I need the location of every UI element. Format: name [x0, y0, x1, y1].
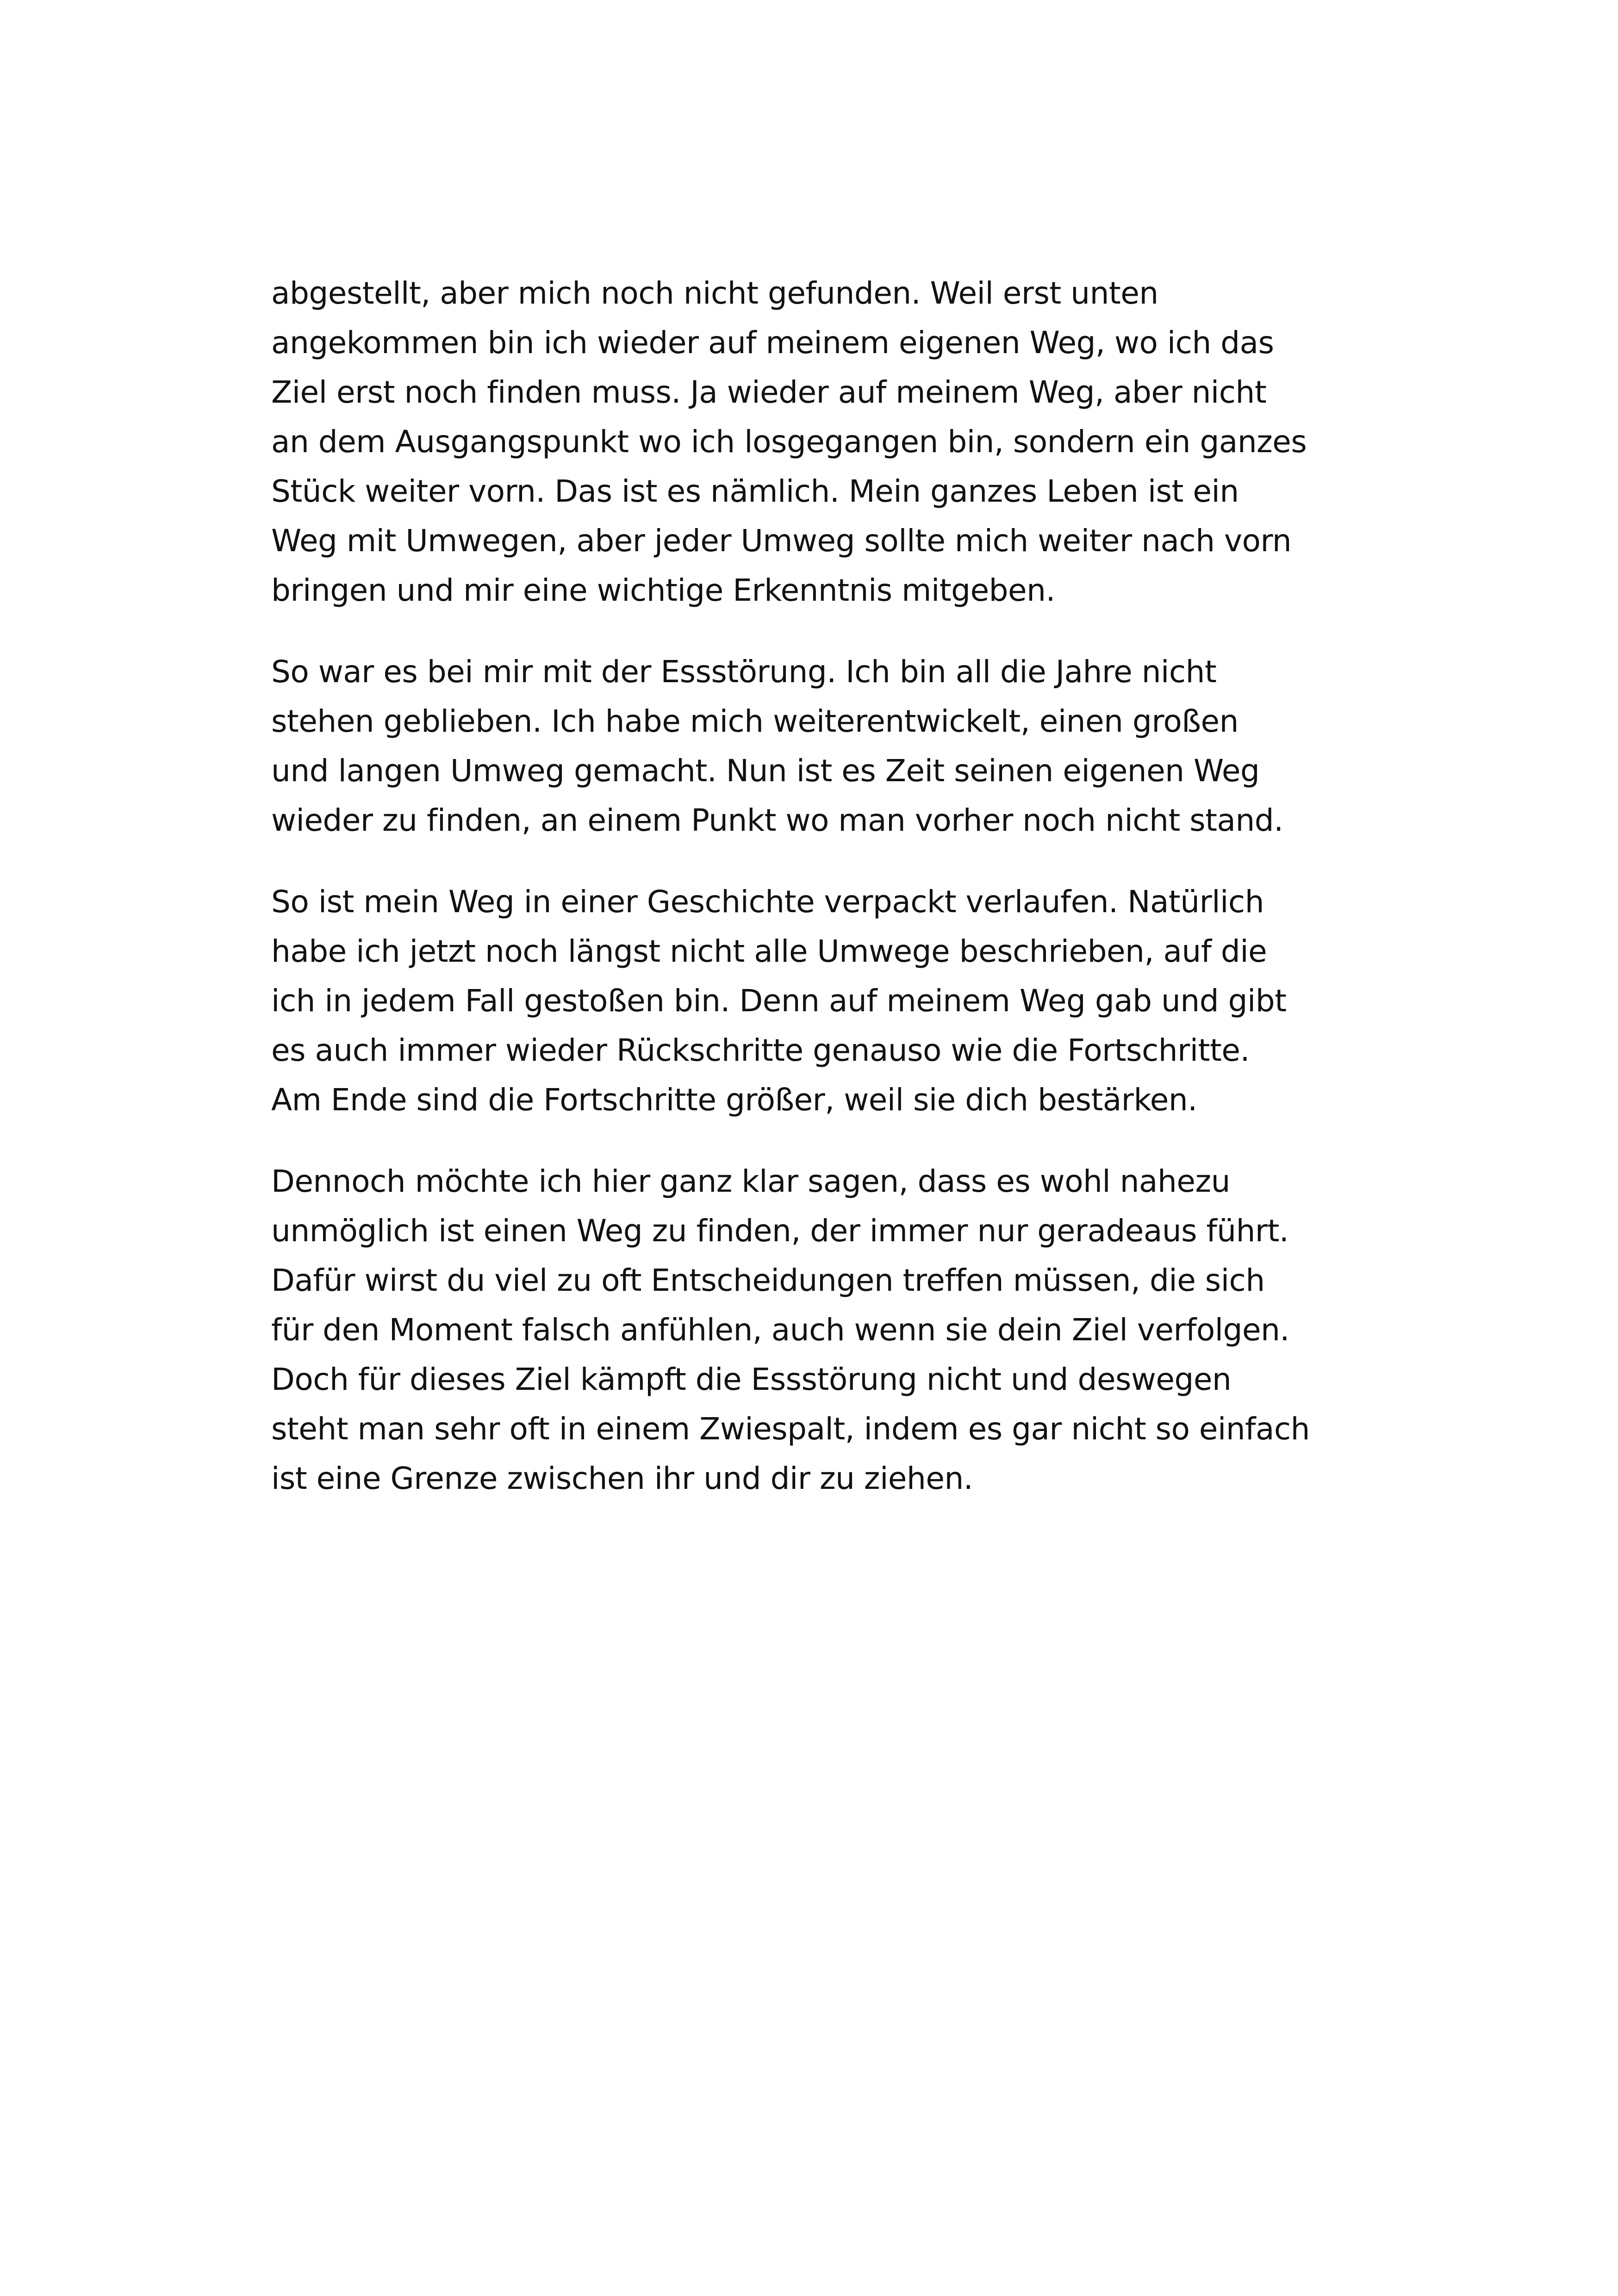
text-line: ist eine Grenze zwischen ihr und dir zu ziehen.: [271, 1461, 973, 1496]
text-line: und langen Umweg gemacht. Nun ist es Zeit seinen eigenen Weg: [271, 753, 1260, 789]
text-line: Weg mit Umwegen, aber jeder Umweg sollte mich weiter nach vorn: [271, 523, 1292, 559]
text-line: es auch immer wieder Rückschritte genauso wie die Fortschritte.: [271, 1033, 1250, 1068]
text-line: Ziel erst noch finden muss. Ja wieder auf meinem Weg, aber nicht: [271, 374, 1267, 410]
text-line: angekommen bin ich wieder auf meinem eigenen Weg, wo ich das: [271, 325, 1274, 361]
text-line: bringen und mir eine wichtige Erkenntnis mitgeben.: [271, 572, 1055, 608]
text-line: Am Ende sind die Fortschritte größer, weil sie dich bestärken.: [271, 1082, 1197, 1118]
text-line: unmöglich ist einen Weg zu finden, der immer nur geradeaus führt.: [271, 1213, 1289, 1249]
text-line: habe ich jetzt noch längst nicht alle Umwege beschrieben, auf die: [271, 933, 1267, 969]
text-line: wieder zu finden, an einem Punkt wo man vorher noch nicht stand.: [271, 803, 1283, 838]
text-line: So war es bei mir mit der Essstörung. Ich bin all die Jahre nicht: [271, 654, 1217, 690]
text-line: an dem Ausgangspunkt wo ich losgegangen bin, sondern ein ganzes: [271, 424, 1307, 460]
text-line: für den Moment falsch anfühlen, auch wenn sie dein Ziel verfolgen.: [271, 1312, 1289, 1348]
paragraph-1: [271, 268, 1382, 615]
paragraph-2: [271, 647, 1382, 845]
text-line: steht man sehr oft in einem Zwiespalt, indem es gar nicht so einfach: [271, 1411, 1310, 1447]
paragraph-3: [271, 877, 1382, 1125]
text-line: abgestellt, aber mich noch nicht gefunden. Weil erst unten: [271, 275, 1158, 311]
text-line: Stück weiter vorn. Das ist es nämlich. Mein ganzes Leben ist ein: [271, 473, 1239, 509]
text-line: So ist mein Weg in einer Geschichte verpackt verlaufen. Natürlich: [271, 884, 1264, 920]
text-line: Dennoch möchte ich hier ganz klar sagen, dass es wohl nahezu: [271, 1164, 1230, 1199]
body-text: [271, 268, 1382, 1503]
text-line: Dafür wirst du viel zu oft Entscheidungen treffen müssen, die sich: [271, 1263, 1265, 1298]
text-line: stehen geblieben. Ich habe mich weiterentwickelt, einen großen: [271, 703, 1238, 739]
text-line: ich in jedem Fall gestoßen bin. Denn auf meinem Weg gab und gibt: [271, 983, 1287, 1019]
text-line: Doch für dieses Ziel kämpft die Essstörung nicht und deswegen: [271, 1362, 1232, 1397]
paragraph-4: [271, 1157, 1382, 1503]
